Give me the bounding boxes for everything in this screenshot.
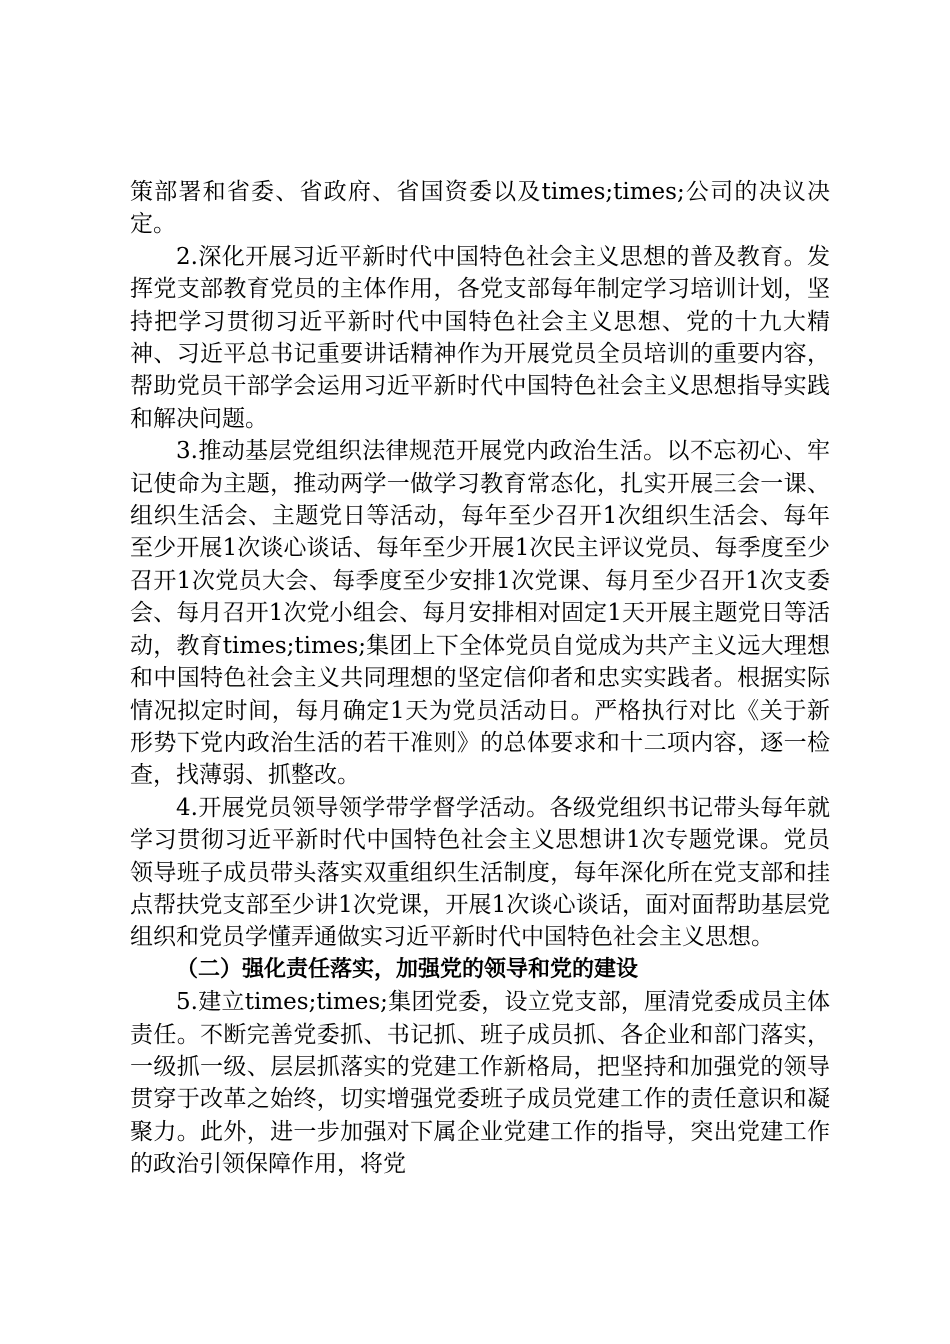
paragraph-item-3: 3.推动基层党组织法律规范开展党内政治生活。以不忘初心、牢记使命为主题，推动两学一做学习教育常态化，扎实开展三会一课、组织生活会、主题党日等活动，每年至少召开1次组织生活会、每年至少开展1次谈心谈话、每年至少开展1次民主评议党员、每季度至少召开1次党员大会、每季度至少安排1次党课、每月至少召开1次支委会、每月召开1次党小组会、每月安排相对固定1天开展主题党日等活动，教育times;times;集团上下全体党员自觉成为共产主义远大理想和中国特色社会主义共同理想的坚定信仰者和忠实实践者。根据实际情况拟定时间，每月确定1天为党员活动日。严格执行对比《关于新形势下党内政治生活的若干准则》的总体要求和十二项内容，逐一检查，找薄弱、抓整改。: [130, 438, 830, 789]
section-heading: （二）强化责任落实，加强党的领导和党的建设: [176, 956, 639, 982]
document-page: [130, 176, 830, 1181]
paragraph-item-4: 4.开展党员领导领学带学督学活动。各级党组织书记带头每年就学习贯彻习近平新时代中国特色社会主义思想讲1次专题党课。党员领导班子成员带头落实双重组织生活制度，每年深化所在党支部和挂点帮扶党支部至少讲1次党课，开展1次谈心谈话，面对面帮助基层党组织和党员学懂弄通做实习近平新时代中国特色社会主义思想。: [130, 794, 830, 951]
continuation-paragraph: 策部署和省委、省政府、省国资委以及times;times;公司的决议决定。: [130, 179, 830, 238]
paragraph-item-2: 2.深化开展习近平新时代中国特色社会主义思想的普及教育。发挥党支部教育党员的主体作用，各党支部每年制定学习培训计划，坚持把学习贯彻习近平新时代中国特色社会主义思想、党的十九大精神、习近平总书记重要讲话精神作为开展党员全员培训的重要内容，帮助党员干部学会运用习近平新时代中国特色社会主义思想指导实践和解决问题。: [130, 243, 830, 432]
paragraph-item-5: 5.建立times;times;集团党委，设立党支部，厘清党委成员主体责任。不断完善党委抓、书记抓、班子成员抓、各企业和部门落实，一级抓一级、层层抓落实的党建工作新格局，把坚持和加强党的领导贯穿于改革之始终，切实增强党委班子成员党建工作的责任意识和凝聚力。此外，进一步加强对下属企业党建工作的指导，突出党建工作的政治引领保障作用，将党: [130, 989, 830, 1178]
